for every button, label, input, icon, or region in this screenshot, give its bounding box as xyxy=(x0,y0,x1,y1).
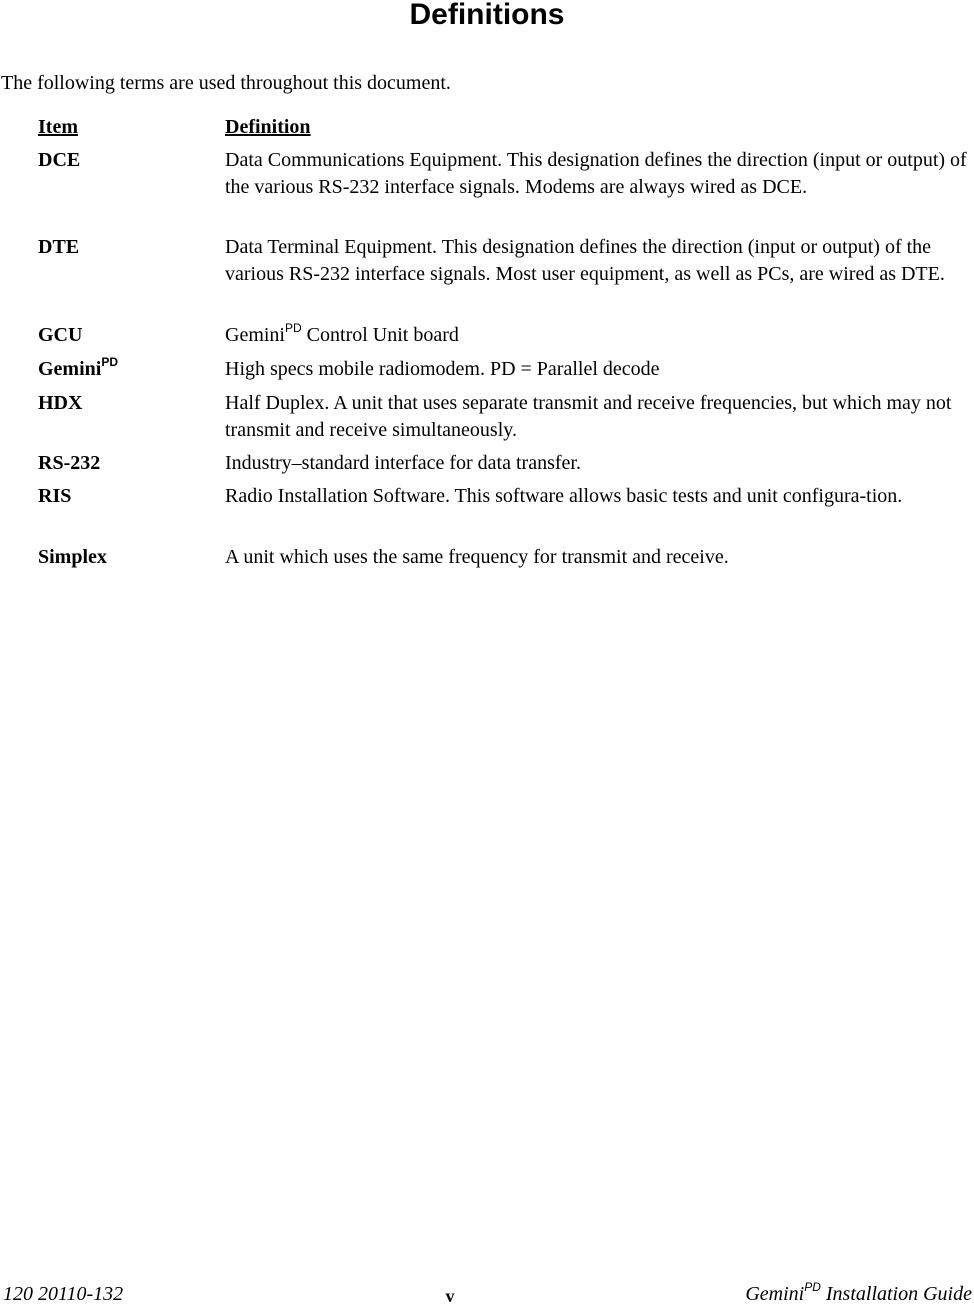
definition-gcu xyxy=(225,322,973,349)
page-title: Definitions xyxy=(409,0,565,31)
definition-gcu-prefix: Gemini xyxy=(225,324,285,346)
definition-hdx: Half Duplex. A unit that uses separate transmit and receive frequencies, but which may not transmit and receive simultaneously. xyxy=(225,392,952,441)
term-gcu: GCU xyxy=(38,324,83,346)
intro-paragraph: The following terms are used throughout this document. xyxy=(1,72,451,94)
definition-gemini: High specs mobile radiomodem. PD = Parallel decode xyxy=(225,358,660,380)
footer-guide-title xyxy=(745,1282,972,1306)
term-gemini-text: Gemini xyxy=(38,358,102,380)
definition-gcu-superscript: PD xyxy=(285,321,302,335)
term-gemini-superscript: PD xyxy=(101,355,119,369)
footer-page-number: v xyxy=(445,1286,455,1306)
definition-ris: Radio Installation Software. This software allows basic tests and unit configura-tion. xyxy=(225,485,903,507)
header-item: Item xyxy=(38,116,78,138)
definition-rs232: Industry–standard interface for data transfer. xyxy=(225,452,581,474)
term-simplex: Simplex xyxy=(38,546,107,568)
definition-simplex: A unit which uses the same frequency for transmit and receive. xyxy=(225,546,729,568)
footer-guide-prefix: Gemini xyxy=(745,1283,805,1305)
footer-doc-number: 120 20110-132 xyxy=(3,1283,124,1305)
term-dte: DTE xyxy=(38,236,80,258)
header-definition: Definition xyxy=(225,116,311,138)
term-rs232: RS-232 xyxy=(38,452,101,474)
definition-dte: Data Terminal Equipment. This designation defines the direction (input or output) of the various RS-232 interface signals. Most user equipment, as well as PCs, are wired as DTE. xyxy=(225,236,945,285)
term-ris: RIS xyxy=(38,485,72,507)
definition-gcu-suffix: Control Unit board xyxy=(301,324,459,346)
term-dce: DCE xyxy=(38,149,81,171)
term-gemini xyxy=(38,356,118,383)
definition-dce: Data Communications Equipment. This designation defines the direction (input or output) of the various RS-232 interface signals. Modems are always wired as DCE. xyxy=(225,149,967,198)
footer-guide-suffix: Installation Guide xyxy=(820,1283,972,1305)
footer-guide-superscript: PD xyxy=(804,1280,821,1294)
term-hdx: HDX xyxy=(38,392,83,414)
